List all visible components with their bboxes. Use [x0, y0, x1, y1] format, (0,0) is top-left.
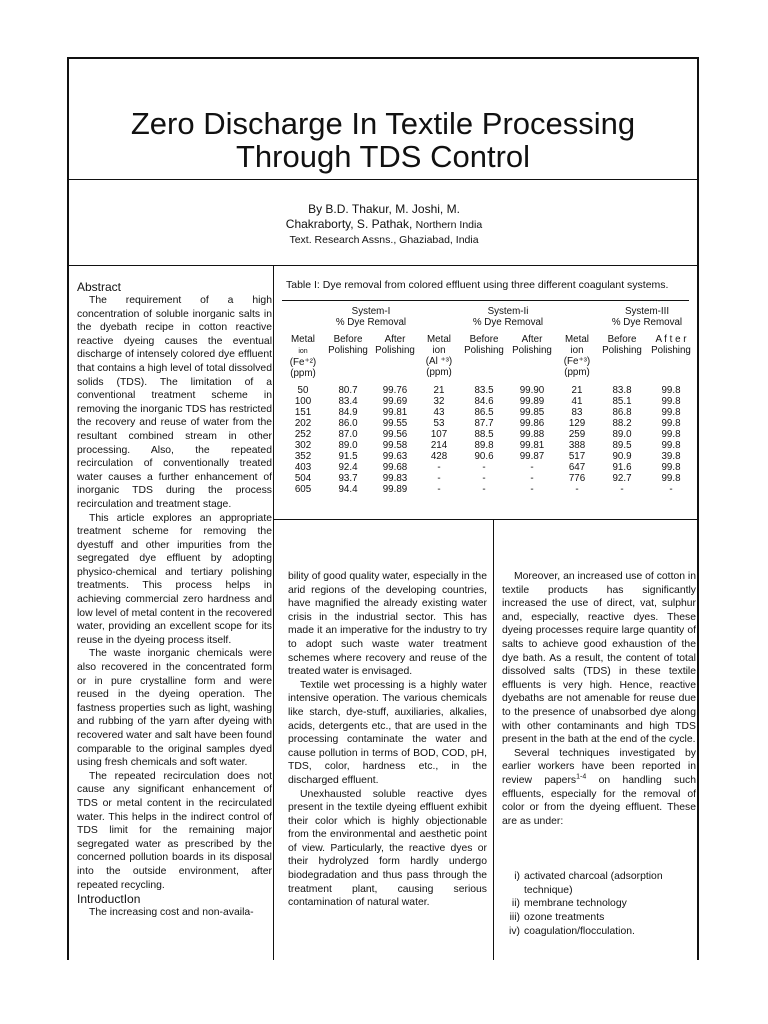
- technique-list: [502, 870, 696, 938]
- table-cell: 99.81: [519, 440, 545, 451]
- table-cell: 302: [294, 440, 312, 451]
- table-cell: 504: [294, 473, 312, 484]
- divider-title: [67, 179, 699, 180]
- body-paragraph: Textile wet processing is a highly water intensive operation. The various chemicals like starch, dye-stuff, auxiliaries, alkalies, acids, detergents etc., that are used in the processing contaminate the water and cause pollution in terms of BOD, COD, pH, TDS, color, hardness etc., in the discharged effluent.: [288, 679, 487, 786]
- system-1-header: [324, 306, 418, 328]
- table-cell: 99.55: [382, 418, 408, 429]
- table-row: [282, 451, 696, 462]
- list-item: ii) membrane technology: [511, 898, 627, 910]
- column-header-before: Before Polishing: [328, 334, 368, 356]
- byline-line-1: By B.D. Thakur, M. Joshi, M.: [308, 202, 460, 216]
- body-paragraph: Several techniques investigated by earlier workers have been reported in review papers$^{1-4}$ on handling such effluents, especially for the removal of color or from the dyeing effluent. These are as under:: [502, 747, 696, 827]
- abstract-paragraph: This article explores an appropriate treatment scheme for removing the dyestuff and other impurities from the segregated dye effluent by adopting physico-chemical and tertiary polishing treatments. This process helps in achieving commercial zero hardness and low level of metal content in the recovered water, providing an excellent scope for its reuse in the dyeing process itself.: [77, 512, 272, 646]
- table-cell: 99.8: [661, 440, 681, 451]
- table-cell: 93.7: [338, 473, 358, 484]
- byline: [200, 202, 568, 248]
- middle-column: [288, 570, 487, 910]
- divider-byline: [67, 265, 699, 266]
- table-cell: 99.8: [661, 462, 681, 473]
- table-cell: 151: [294, 407, 312, 418]
- table-cell: 90.9: [612, 451, 632, 462]
- table-cell: 89.0: [612, 429, 632, 440]
- table-cell: 92.7: [612, 473, 632, 484]
- table-cell: -: [575, 484, 579, 495]
- divider-table-bottom: [273, 519, 699, 520]
- system-subtitle: % Dye Removal: [611, 317, 683, 328]
- table-caption: Table I: Dye removal from colored effluent using three different coagulant systems.: [286, 279, 669, 291]
- table-cell: 517: [568, 451, 586, 462]
- table-cell: 94.4: [338, 484, 358, 495]
- table-row: [282, 462, 696, 473]
- column-header-after: After Polishing: [512, 334, 552, 356]
- system-name: System-I: [351, 306, 391, 317]
- system-2-header: [460, 306, 556, 328]
- table-cell: 99.8: [661, 429, 681, 440]
- list-item: iii) ozone treatments: [509, 912, 605, 924]
- table-cell: 605: [294, 484, 312, 495]
- byline-authors: Chakraborty, S. Pathak,: [285, 217, 413, 231]
- table-cell: 99.56: [382, 429, 408, 440]
- table-row: [282, 379, 696, 396]
- table-cell: 202: [294, 418, 312, 429]
- article-title: [67, 107, 699, 173]
- table-cell: 88.5: [474, 429, 494, 440]
- dye-removal-table: [282, 306, 696, 495]
- title-line-1: Zero Discharge In Textile Processing: [130, 105, 636, 141]
- table-cell: 83: [571, 407, 583, 418]
- table-cell: 91.6: [612, 462, 632, 473]
- divider-mid-right: [493, 519, 494, 960]
- table-cell: -: [669, 484, 673, 495]
- table-cell: 84.6: [474, 396, 494, 407]
- body-paragraph: bility of good quality water, especially in the arid regions of the developing countries, have magnified the already existing water crisis in the industrial sector. This has made it an imperative for the industry to try to adopt such waste water treatment schemes where recovery and reuse of the treated water is envisaged.: [288, 571, 487, 678]
- table-cell: 99.89: [382, 484, 408, 495]
- column-header-before: Before Polishing: [602, 334, 642, 356]
- introduction-heading: IntroductIon: [77, 892, 141, 907]
- table-cell: 99.90: [519, 385, 545, 396]
- table-cell: 99.63: [382, 451, 408, 462]
- column-header-after: After Polishing: [375, 334, 415, 356]
- table-row: [282, 396, 696, 407]
- table-cell: 87.0: [338, 429, 358, 440]
- column-header-metal: Metal ion (Al ⁺³) (ppm): [425, 334, 453, 378]
- table-cell: 39.8: [661, 451, 681, 462]
- column-header-metal: Metal ion (Fe⁺²) (ppm): [289, 334, 317, 379]
- table-row: [282, 484, 696, 495]
- table-cell: -: [482, 462, 486, 473]
- divider-left-column: [273, 265, 274, 960]
- table-cell: 99.58: [382, 440, 408, 451]
- table-cell: 129: [568, 418, 586, 429]
- table-row: [282, 418, 696, 429]
- body-paragraph: Unexhausted soluble reactive dyes present in the textile dyeing effluent exhibit their color which is highly objectionable from the environmental and aesthetic point of view. Particularly, the reactive dyes or their hydrolyzed form hardly undergo biodegradation and thus pass through the treatment plant, causing serious contamination of natural water.: [288, 788, 487, 909]
- table-cell: 99.81: [382, 407, 408, 418]
- table-cell: -: [437, 462, 441, 473]
- divider-table-top: [282, 300, 689, 301]
- table-cell: 99.8: [661, 418, 681, 429]
- system-subtitle: % Dye Removal: [472, 317, 544, 328]
- table-cell: 428: [430, 451, 448, 462]
- table-cell: 99.89: [519, 396, 545, 407]
- column-header-after: A f t e r Polishing: [651, 334, 691, 356]
- table-cell: 214: [430, 440, 448, 451]
- table-cell: 100: [294, 396, 312, 407]
- system-name: System-III: [624, 306, 670, 317]
- table-cell: -: [620, 484, 624, 495]
- table-cell: -: [437, 484, 441, 495]
- system-subtitle: % Dye Removal: [335, 317, 407, 328]
- table-cell: 84.9: [338, 407, 358, 418]
- table-row: [282, 407, 696, 418]
- table-cell: 99.83: [382, 473, 408, 484]
- table-cell: 776: [568, 473, 586, 484]
- table-cell: 86.5: [474, 407, 494, 418]
- table-cell: 21: [433, 385, 445, 396]
- table-cell: 107: [430, 429, 448, 440]
- abstract-paragraph: The repeated recirculation does not cause any significant enhancement of TDS or metal content in the recirculated water. This helps in the indirect control of TDS limit for the remaining major segregated water as prescribed by the concerned pollution boards in its disposal into the outside environment, after repeated recycling.: [77, 770, 272, 891]
- table-cell: 86.8: [612, 407, 632, 418]
- list-item: iv) coagulation/flocculation.: [509, 925, 635, 937]
- table-row: [282, 429, 696, 440]
- table-cell: 89.0: [338, 440, 358, 451]
- table-cell: -: [437, 473, 441, 484]
- table-row: [282, 473, 696, 484]
- byline-line-3: Text. Research Assns., Ghaziabad, India: [289, 234, 479, 246]
- left-column: [77, 280, 272, 920]
- abstract-paragraph: The requirement of a high concentration of soluble inorganic salts in the dyebath recipe in cotton reactive reactive dyeing causes the eventual discharge of intensely colored dye effluent that contains a high level of total dissolved solids (TDS). The limitation of a conventional treatment scheme in removing the inorganic TDS has restricted the recovery and reuse of water from the resultant combined stream in other processing. Also, the repeated recirculation of conventionally treated water causes a further enhancement of inorganic TDS during the process recirculation and treatment stage.: [77, 295, 272, 510]
- table-cell: 41: [571, 396, 583, 407]
- table-cell: 99.8: [661, 473, 681, 484]
- table-row: [282, 440, 696, 451]
- table-cell: 85.1: [612, 396, 632, 407]
- body-paragraph: Moreover, an increased use of cotton in textile products has significantly increased the use of direct, vat, sulphur and, especially, reactive dyes. These dyeing processes require large quantity of salts to achieve good exhaustion of the dye bath. As a result, the content of total dissolved salts (TDS) in these textile effluents is very high. Hence, reactive dyebaths are not amenable for reuse due to the presence of unabsorbed dye along with other contaminants and high TDS present in the bath at the end of the cycle.: [502, 571, 696, 746]
- table-cell: 83.5: [474, 385, 494, 396]
- table-cell: 89.8: [474, 440, 494, 451]
- table-cell: 99.88: [519, 429, 545, 440]
- table-cell: 647: [568, 462, 586, 473]
- abstract-heading: Abstract: [77, 280, 122, 294]
- abstract-paragraph: The waste inorganic chemicals were also recovered in the concentrated form or in pure crystalline form and were reused in the dyeing operation. The fastness properties such as light, washing and rubbing of the yarn after dyeing with recovered water and salt have been found comparable to the original samples dyed using fresh chemicals and soft water.: [77, 648, 272, 769]
- table-cell: 90.6: [474, 451, 494, 462]
- table-cell: 92.4: [338, 462, 358, 473]
- table-cell: 352: [294, 451, 312, 462]
- table-cell: 99.8: [661, 385, 681, 396]
- table-cell: 99.68: [382, 462, 408, 473]
- table-cell: 252: [294, 429, 312, 440]
- table-cell: 388: [568, 440, 586, 451]
- table-cell: 83.8: [612, 385, 632, 396]
- table-cell: 99.8: [661, 407, 681, 418]
- introduction-paragraph: The increasing cost and non-availa-: [89, 907, 254, 919]
- system-3-header: [598, 306, 696, 328]
- table-cell: -: [530, 473, 534, 484]
- table-cell: 89.5: [612, 440, 632, 451]
- table-cell: 88.2: [612, 418, 632, 429]
- byline-affiliation: Northern India: [415, 219, 483, 231]
- table-cell: 87.7: [474, 418, 494, 429]
- column-header-metal: Metal ion (Fe⁺³) (ppm): [563, 334, 591, 378]
- table-cell: 53: [433, 418, 445, 429]
- table-cell: -: [530, 462, 534, 473]
- table-cell: 43: [433, 407, 445, 418]
- table-cell: -: [482, 484, 486, 495]
- table-cell: 32: [433, 396, 445, 407]
- table-cell: 99.85: [519, 407, 545, 418]
- table-cell: 99.76: [382, 385, 408, 396]
- table-cell: -: [530, 484, 534, 495]
- table-cell: 99.69: [382, 396, 408, 407]
- right-column: [502, 570, 696, 938]
- list-item: i) activated charcoal (adsorption technique): [514, 871, 663, 896]
- table-cell: 83.4: [338, 396, 358, 407]
- table-body: [282, 379, 696, 495]
- table-cell: 50: [297, 385, 309, 396]
- table-cell: 99.87: [519, 451, 545, 462]
- table-cell: 99.8: [661, 396, 681, 407]
- reference-superscript: 1-4: [576, 773, 587, 781]
- column-header-before: Before Polishing: [464, 334, 504, 356]
- table-cell: 99.86: [519, 418, 545, 429]
- table-cell: 86.0: [338, 418, 358, 429]
- table-cell: 91.5: [338, 451, 358, 462]
- table-cell: 259: [568, 429, 586, 440]
- table-cell: 403: [294, 462, 312, 473]
- system-name: System-Ii: [487, 306, 529, 317]
- table-cell: 21: [571, 385, 583, 396]
- table-cell: -: [482, 473, 486, 484]
- table-cell: 80.7: [338, 385, 358, 396]
- title-line-2: Through TDS Control: [235, 138, 531, 174]
